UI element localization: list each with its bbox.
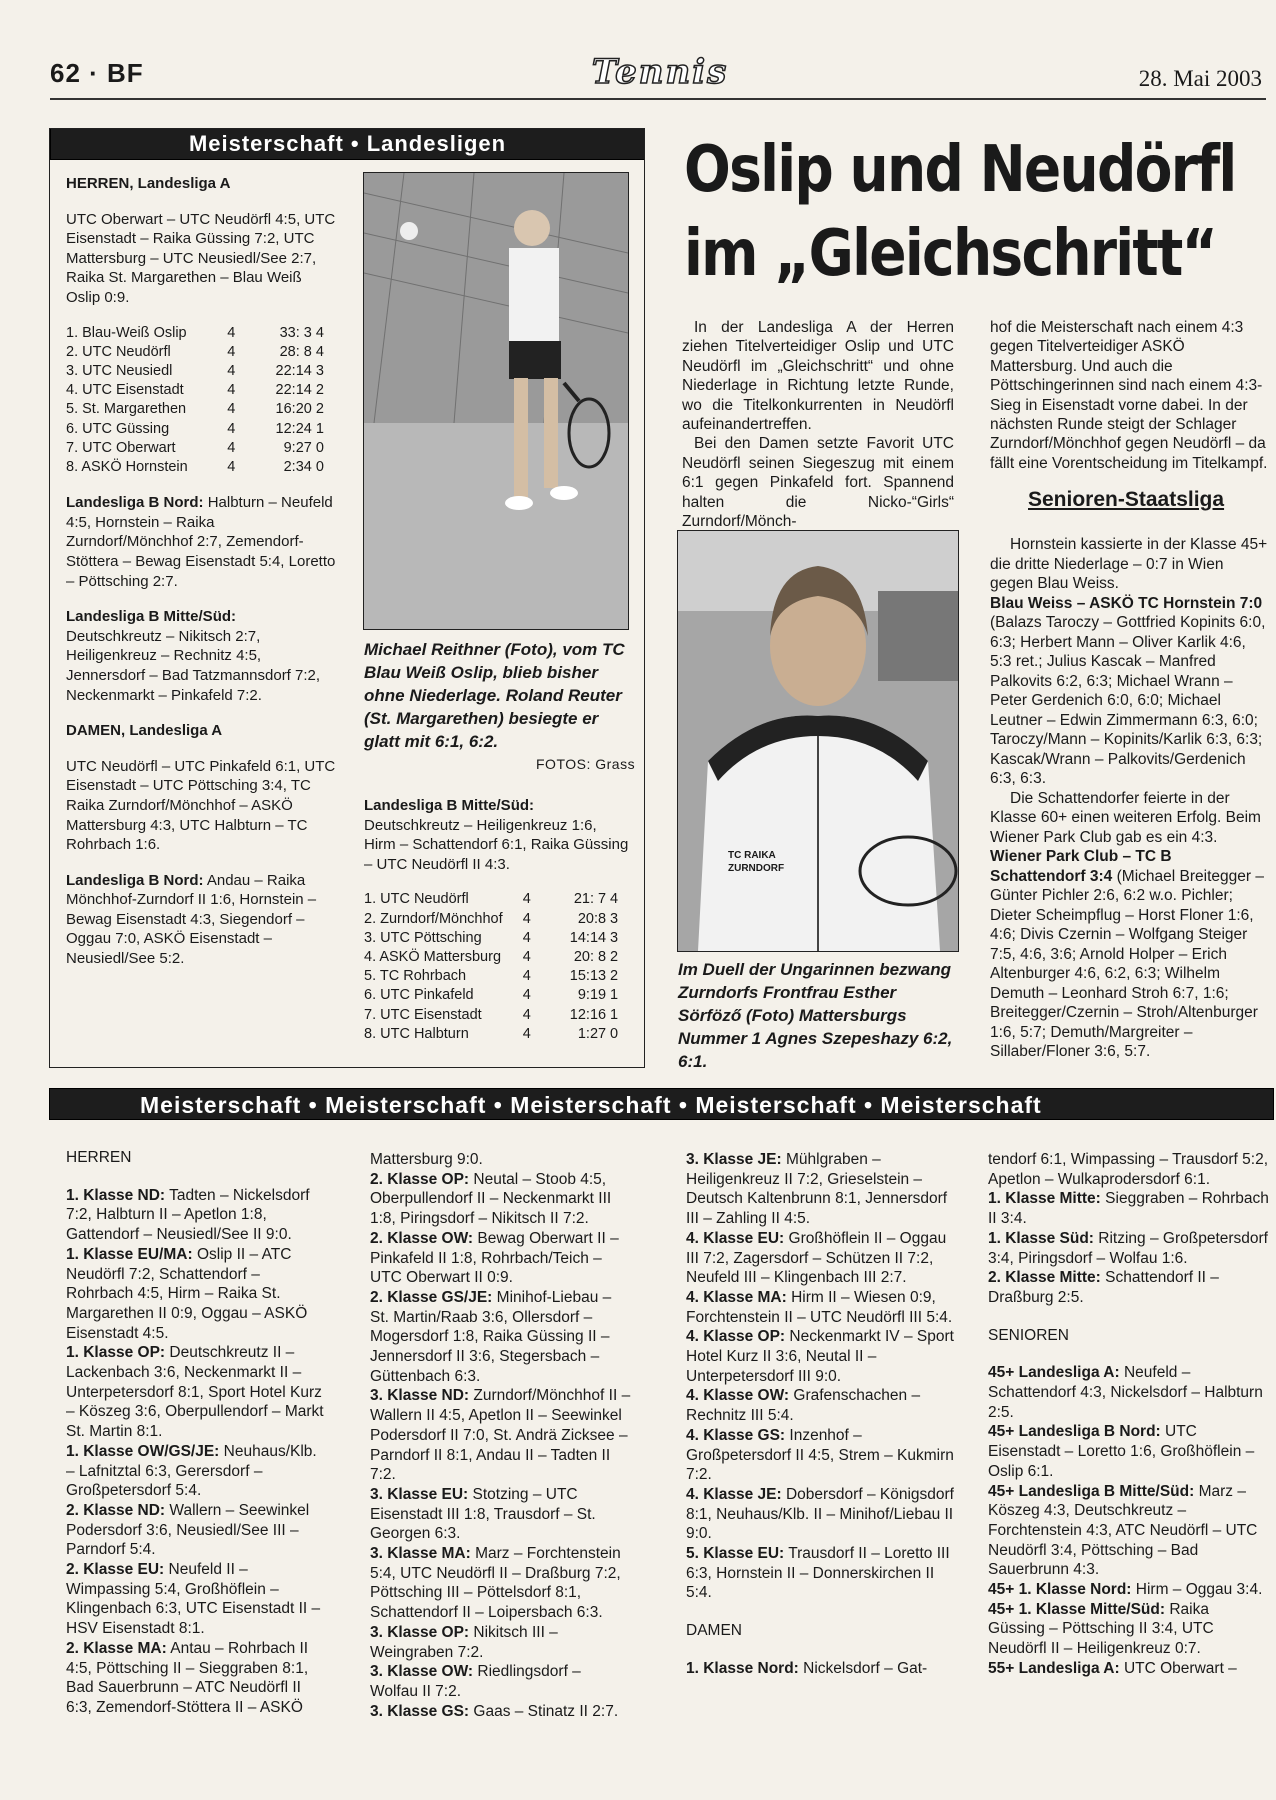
senioren-intro: Hornstein kassierte in der Klasse 45+ die dritte Niederlage – 0:7 in Wien gegen Blau Weiss.	[990, 536, 1268, 592]
result-entry: 45+ 1. Klasse Mitte/Süd: Raika Güssing – Pöttsching II 3:4, UTC Neudörfl II – Heiligenkreuz 0:7.	[988, 1600, 1214, 1658]
points-cell: 2	[610, 948, 619, 965]
result-entry: 4. Klasse JE: Dobersdorf – Königsdorf 8:1, Neuhaus/Klb. II – Minihof/Liebau II 9:0.	[686, 1485, 954, 1543]
article-column-1	[682, 318, 954, 531]
sets-cell: 28: 8	[279, 343, 312, 360]
lower-results-1	[66, 1186, 328, 1718]
lower-damen-nord: 1. Klasse Nord: Nickelsdorf – Gat-	[686, 1659, 928, 1677]
table-row	[364, 890, 622, 909]
senioren-subhead: Senioren-Staatsliga	[1028, 488, 1225, 511]
senioren-match-1: Blau Weiss – ASKÖ TC Hornstein 7:0 (Balazs Taroczy – Gottfried Kopinits 6:0, 6:3; Herbert Mann – Oliver Karlik 4:6, 5:3 ret.; Julius Kascak – Manfred Palkovits 6:2, 6:3; Michael Wrann – Peter Gerdenich 6:0, 6:0; Michael Leutner – Edwin Zimmermann 6:3, 6:0; Taroczy/Mann – Kopinits/Karlik 6:3, 6:3; Kascak/Wrann – Palkovits/Gerdenich 6:3, 6:3.	[990, 594, 1266, 787]
team-cell: 2. Zurndorf/Mönchhof	[364, 910, 503, 927]
photo2-caption: Im Duell der Ungarinnen bezwang Zurndorfs Frontfrau Esther Sörföző (Foto) Mattersburgs Nummer 1 Agnes Szepeshazy 6:2, 6:1.	[678, 960, 953, 1071]
points-cell: 4	[315, 343, 324, 360]
result-entry: 1. Klasse Mitte: Sieggraben – Rohrbach II 3:4.	[988, 1190, 1269, 1228]
points-cell: 3	[610, 929, 619, 946]
result-entry: 45+ 1. Klasse Nord: Hirm – Oggau 3:4.	[988, 1581, 1263, 1599]
points-cell: 3	[610, 910, 619, 927]
result-entry: 4. Klasse OP: Neckenmarkt IV – Sport Hotel Kurz II 3:6, Neutal II – Unterpetersdorf III 9:0.	[686, 1328, 954, 1385]
sets-cell: 1:27	[577, 1025, 607, 1042]
page-number: 62 · BF	[50, 58, 144, 88]
team-cell: 5. TC Rohrbach	[364, 968, 467, 985]
lower-results-3	[686, 1150, 954, 1603]
sets-cell: 12:16	[569, 1006, 607, 1023]
sets-cell: 2:34	[283, 458, 312, 475]
table-row	[364, 948, 622, 967]
games-cell: 4	[227, 401, 236, 418]
result-entry: 1. Klasse EU/MA: Oslip II – ATC Neudörfl 7:2, Schattendorf – Rohrbach 4:5, Hirm – Raika St. Margarethen II 0:9, Oggau – ASKÖ Eisenstadt 4:5.	[66, 1245, 308, 1342]
result-entry: 1. Klasse ND: Tadten – Nickelsdorf 7:2, Halbturn II – Apetlon 1:8, Gattendorf – Neusiedl/See II 9:0.	[66, 1186, 310, 1244]
lower-column-1	[66, 1148, 328, 1718]
lb-mitte-results: Landesliga B Mitte/Süd: Deutschkreutz – Nikitsch 2:7, Heiligenkreuz – Rechnitz 4:5, Jennersdorf – Bad Tatzmannsdorf 7:2, Neckenmarkt – Pinkafeld 7:2.	[66, 608, 321, 704]
result-entry: 3. Klasse EU: Stotzing – UTC Eisenstadt III 1:8, Trausdorf – St. Georgen 6:3.	[370, 1485, 596, 1543]
table-row	[364, 1006, 622, 1025]
games-cell: 4	[227, 420, 236, 437]
team-cell: 3. UTC Pöttsching	[364, 929, 482, 946]
senioren-match-2: Wiener Park Club – TC B Schattendorf 3:4 (Michael Breitegger – Günter Pichler 2:6, 6:2 w.o. Pichler; Dieter Scheimpflug – Horst Floner 1:6, 4:6; Divis Czernin – Wolfgang Steiger 7:5, 4:6, 3:6; Arnold Holper – Erich Altenburger 4:6, 6:2, 6:3; Wilhelm Demuth – Leonhard Stroh 6:7, 1:6; Breitegger/Czernin – Stroh/Altenburger 1:6, 5:7; Demuth/Margreiter – Sillaber/Floner 3:6, 5:7.	[990, 848, 1264, 1060]
result-entry: 3. Klasse ND: Zurndorf/Mönchhof II – Wallern II 4:5, Apetlon II – Seewinkel Podersdorf II 7:0, St. Andrä Zicksee – Parndorf II 8:1, Andau II – Tadten II 7:2.	[370, 1387, 631, 1484]
sets-cell: 16:20	[275, 401, 312, 418]
headline-line-2: im „Gleichschritt“	[684, 217, 1217, 291]
games-cell: 4	[227, 382, 236, 399]
box-column-right	[364, 796, 632, 1044]
herren-results: UTC Oberwart – UTC Neudörfl 4:5, UTC Eisenstadt – Raika Güssing 7:2, UTC Mattersburg – UTC Neusiedl/See 2:7, Raika St. Margarethen – Blau Weiß Oslip 0:9.	[66, 210, 336, 306]
team-cell: 7. UTC Eisenstadt	[364, 1006, 482, 1023]
result-entry: 55+ Landesliga A: UTC Oberwart –	[988, 1659, 1237, 1677]
damen-standings-table	[364, 890, 622, 1044]
games-cell: 4	[522, 910, 531, 927]
games-cell: 4	[522, 948, 531, 965]
team-cell: 5. St. Margarethen	[66, 401, 187, 418]
result-entry: 1. Klasse Süd: Ritzing – Großpetersdorf 3:4, Piringsdorf – Wolfau 1:6.	[988, 1229, 1268, 1267]
table-row	[66, 439, 328, 458]
lower-results-4	[988, 1189, 1270, 1307]
result-entry: 2. Klasse Mitte: Schattendorf II – Draßburg 2:5.	[988, 1269, 1219, 1306]
photo-michael-reithner	[363, 172, 629, 630]
points-cell: 0	[315, 458, 324, 475]
result-entry: 4. Klasse OW: Grafenschachen – Rechnitz III 5:4.	[686, 1387, 921, 1425]
result-entry: 1. Klasse OP: Deutschkreutz II – Lackenbach 3:6, Neckenmarkt II – Unterpetersdorf 8:1, Sport Hotel Kurz – Köszeg 3:6, Oberpullendorf – Markt St. Martin 8:1.	[66, 1344, 324, 1441]
sets-cell: 33: 3	[279, 324, 312, 341]
article-headline	[684, 128, 1236, 296]
sets-cell: 15:13	[569, 968, 607, 985]
article-damen: Bei den Damen setzte Favorit UTC Neudörfl seinen Siegeszug mit einem 6:1 gegen Pinkafeld fort. Spannend halten die Nicko-“Girls“ Zurndorf/Mönch-	[682, 435, 954, 531]
team-cell: 4. ASKÖ Mattersburg	[364, 948, 502, 965]
result-entry: 3. Klasse GS: Gaas – Stinatz II 2:7.	[370, 1702, 619, 1720]
result-entry: 2. Klasse OP: Neutal – Stoob 4:5, Oberpullendorf II – Neckenmarkt III 1:8, Piringsdorf – Nikitsch II 7:2.	[370, 1170, 612, 1228]
jacket-text: TC RAIKA ZURNDORF	[728, 850, 785, 874]
result-entry: 4. Klasse GS: Inzenhof – Großpetersdorf II 4:5, Strem – Kukmirn 7:2.	[686, 1426, 954, 1484]
games-cell: 4	[522, 987, 531, 1004]
damen-results: UTC Neudörfl – UTC Pinkafeld 6:1, UTC Eisenstadt – UTC Pöttsching 3:4, TC Raika Zurndorf/Mönchhof – ASKÖ Mattersburg 4:3, UTC Halbturn – TC Rohrbach 1:6.	[66, 757, 336, 854]
sets-cell: 22:14	[275, 362, 312, 379]
header-rule	[50, 98, 1266, 100]
result-entry: 1. Klasse OW/GS/JE: Neuhaus/Klb. – Lafnitztal 6:3, Gerersdorf – Großpetersdorf 5:4.	[66, 1442, 317, 1500]
games-cell: 4	[522, 968, 531, 985]
result-entry: 2. Klasse ND: Wallern – Seewinkel Podersdorf 3:6, Neusiedl/See III – Parndorf 5:4.	[66, 1501, 310, 1559]
games-cell: 4	[227, 458, 236, 475]
result-entry: 45+ Landesliga A: Neufeld – Schattendorf 4:3, Nickelsdorf – Halbturn 2:5.	[988, 1364, 1263, 1421]
games-cell: 4	[522, 891, 531, 908]
table-row	[364, 910, 622, 929]
result-entry: 3. Klasse OP: Nikitsch III – Weingraben 7:2.	[370, 1623, 558, 1661]
article-column-2	[990, 318, 1270, 473]
lower-results-2	[370, 1170, 632, 1722]
team-cell: 1. UTC Neudörfl	[364, 891, 469, 908]
team-cell: 6. UTC Güssing	[66, 420, 170, 437]
table-row	[364, 1025, 622, 1044]
sets-cell: 22:14	[275, 382, 312, 399]
lower-column-3	[686, 1150, 954, 1679]
table-row	[66, 381, 328, 400]
lower-herren-title: HERREN	[66, 1149, 132, 1166]
team-cell: 1. Blau-Weiß Oslip	[66, 324, 187, 341]
sets-cell: 9:19	[577, 987, 607, 1004]
team-cell: 2. UTC Neudörfl	[66, 343, 171, 360]
result-entry: 45+ Landesliga B Mitte/Süd: Marz – Köszeg 4:3, Deutschkreutz – Forchtenstein 4:3, ATC Neudörfl – UTC Neudörfl 3:4, Pöttsching – Bad Sauerbrunn 4:3.	[988, 1482, 1258, 1579]
landesligen-banner: Meisterschaft • Landesligen	[50, 128, 645, 160]
table-row	[364, 929, 622, 948]
lower-column-2	[370, 1150, 632, 1721]
photo-credits: FOTOS: Grass	[536, 756, 636, 772]
points-cell: 2	[315, 382, 324, 399]
result-entry: 45+ Landesliga B Nord: UTC Eisenstadt – Loretto 1:6, Großhöflein – Oslip 6:1.	[988, 1423, 1255, 1480]
result-entry: 3. Klasse JE: Mühlgraben – Heiligenkreuz II 7:2, Grieselstein – Deutsch Kaltenbrunn 8:1, Jennersdorf III – Zahling II 4:5.	[686, 1151, 948, 1228]
points-cell: 2	[610, 968, 619, 985]
player-portrait-illustration	[678, 531, 958, 951]
result-entry: 2. Klasse GS/JE: Minihof-Liebau – St. Martin/Raab 3:6, Ollersdorf – Mogersdorf 1:8, Raika Güssing II – Jennersdorf II 3:6, Stegersbach – Güttenbach 6:3.	[370, 1288, 612, 1385]
table-row	[364, 986, 622, 1005]
points-cell: 1	[610, 987, 619, 1004]
table-row	[66, 458, 328, 477]
table-row	[364, 967, 622, 986]
lower-c2-start: Mattersburg 9:0.	[370, 1151, 483, 1168]
sets-cell: 14:14	[569, 929, 607, 946]
points-cell: 0	[610, 1025, 619, 1042]
result-entry: 4. Klasse MA: Hirm II – Wiesen 0:9, Forchtenstein II – UTC Neudörfl III 5:4.	[686, 1288, 953, 1326]
article-intro: In der Landesliga A der Herren ziehen Titelverteidiger Oslip und UTC Neudörfl im „Gleichschritt“ und ohne Niederlage in Richtung letzte Runde, wo die Titelkonkurrenten in Neudörfl aufeinandertreffen.	[682, 319, 954, 434]
result-entry: 2. Klasse MA: Antau – Rohrbach II 4:5, Pöttsching II – Sieggraben 8:1, Bad Sauerbrunn – ATC Neudörfl II 6:3, Zemendorf-Stöttera II – ASKÖ	[66, 1639, 309, 1716]
issue-date: 28. Mai 2003	[1138, 66, 1262, 91]
team-cell: 7. UTC Oberwart	[66, 439, 176, 456]
result-entry: 2. Klasse EU: Neufeld II – Wimpassing 5:4, Großhöflein – Klingenbach 6:3, UTC Eisenstadt II – HSV Eisenstadt 8:1.	[66, 1561, 321, 1638]
table-row	[66, 362, 328, 381]
sets-cell: 12:24	[275, 420, 312, 437]
table-row	[66, 324, 328, 343]
games-cell: 4	[522, 1025, 531, 1042]
d-mitte-results: Landesliga B Mitte/Süd: Deutschkreutz – Heiligenkreuz 1:6, Hirm – Schattendorf 6:1, Raika Güssing – UTC Neudörfl II 4:3.	[364, 797, 629, 873]
lower-results-senioren	[988, 1363, 1270, 1678]
table-row	[66, 420, 328, 439]
table-row	[66, 343, 328, 362]
damen-title: DAMEN, Landesliga A	[66, 722, 223, 740]
points-cell: 4	[315, 324, 324, 341]
games-cell: 4	[522, 1006, 531, 1023]
d-nord-results: Landesliga B Nord: Andau – Raika Mönchhof-Zurndorf II 1:6, Hornstein – Bewag Eisenstadt 4:3, Siegendorf – Oggau 7:0, ASKÖ Eisenstadt – Neusiedl/See 5:2.	[66, 871, 317, 968]
result-entry: 2. Klasse OW: Bewag Oberwart II – Pinkafeld II 1:8, Rohrbach/Teich – UTC Oberwart II 0:9.	[370, 1229, 619, 1287]
team-cell: 8. UTC Halbturn	[364, 1025, 469, 1042]
photo-esther-sorfozo	[677, 530, 959, 952]
points-cell: 4	[610, 891, 619, 908]
section-title: Tennis	[591, 52, 729, 92]
result-entry: 5. Klasse EU: Trausdorf II – Loretto III 6:3, Hornstein II – Donnerskirchen II 5:4.	[686, 1545, 950, 1602]
team-cell: 6. UTC Pinkafeld	[364, 987, 474, 1004]
senioren-60plus: Die Schattendorfer feierte in der Klasse 60+ einen weiteren Erfolg. Beim Wiener Park Club gab es ein 4:3.	[990, 789, 1261, 846]
tennis-player-illustration	[364, 173, 628, 629]
lower-damen-title: DAMEN	[686, 1622, 742, 1640]
games-cell: 4	[227, 362, 236, 379]
sets-cell: 20:8	[577, 910, 607, 927]
lower-c4-start: tendorf 6:1, Wimpassing – Trausdorf 5:2, Apetlon – Wulkaprodersdorf 6:1.	[988, 1151, 1268, 1188]
games-cell: 4	[227, 324, 236, 341]
sets-cell: 9:27	[283, 439, 312, 456]
sets-cell: 21: 7	[573, 891, 607, 908]
lower-senioren-title: SENIOREN	[988, 1326, 1069, 1344]
result-entry: 3. Klasse OW: Riedlingsdorf – Wolfau II 7:2.	[370, 1663, 581, 1700]
headline-line-1: Oslip und Neudörfl	[684, 133, 1236, 207]
team-cell: 8. ASKÖ Hornstein	[66, 458, 188, 475]
herren-standings-table	[66, 324, 328, 478]
box-column-left	[66, 174, 336, 969]
points-cell: 1	[610, 1006, 619, 1023]
photo1-caption: Michael Reithner (Foto), vom TC Blau Weiß Oslip, blieb bisher ohne Niederlage. Roland Reuter (St. Margarethen) besiegte er glatt mit 6:1, 6:2.	[364, 640, 625, 751]
table-row	[66, 400, 328, 419]
senioren-column	[990, 535, 1270, 1062]
result-entry: 4. Klasse EU: Großhöflein II – Oggau III 7:2, Zagersdorf – Schützen II 7:2, Neufeld III – Klingenbach III 2:7.	[686, 1229, 947, 1287]
herren-title: HERREN, Landesliga A	[66, 175, 231, 192]
games-cell: 4	[227, 343, 236, 360]
team-cell: 4. UTC Eisenstadt	[66, 382, 184, 399]
sets-cell: 20: 8	[573, 948, 607, 965]
points-cell: 0	[315, 439, 324, 456]
result-entry: 3. Klasse MA: Marz – Forchtenstein 5:4, UTC Neudörfl II – Draßburg 7:2, Pöttsching III – Pöttelsdorf 8:1, Schattendorf II – Loipersbach 6:3.	[370, 1545, 621, 1622]
points-cell: 2	[315, 401, 324, 418]
article-continuation: hof die Meisterschaft nach einem 4:3 gegen Titelverteidiger ASKÖ Mattersburg. Und auch die Pöttschingerinnen sind nach einem 4:3-Sieg in Eisenstadt vorne dabei. In der nächsten Runde steigt der Schlager Zurndorf/Mönchhof gegen Neudörfl – da fällt eine Vorentscheidung im Titelkampf.	[990, 319, 1268, 472]
meisterschaft-banner: Meisterschaft • Meisterschaft • Meisterschaft • Meisterschaft • Meisterschaft	[49, 1088, 1274, 1120]
lb-nord-results: Landesliga B Nord: Halbturn – Neufeld 4:5, Hornstein – Raika Zurndorf/Mönchhof 2:7, Zemendorf-Stöttera – Bewag Eisenstadt 5:4, Loretto – Pöttsching 2:7.	[66, 494, 336, 590]
points-cell: 3	[315, 362, 324, 379]
games-cell: 4	[522, 929, 531, 946]
points-cell: 1	[315, 420, 324, 437]
games-cell: 4	[227, 439, 236, 456]
team-cell: 3. UTC Neusiedl	[66, 362, 173, 379]
lower-column-4	[988, 1150, 1270, 1679]
